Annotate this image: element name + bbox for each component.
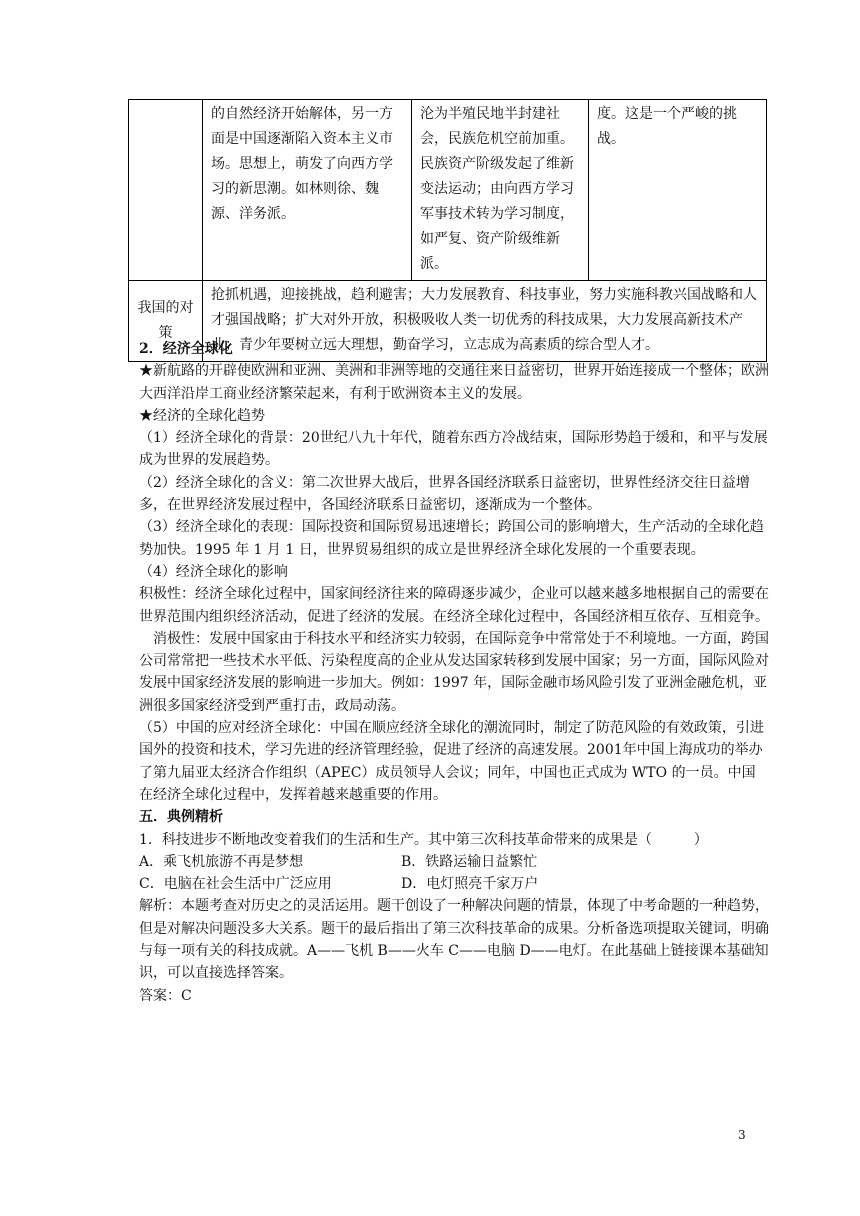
paragraph: 积极性：经济全球化过程中，国家间经济往来的障碍逐步减少，企业可以越来越多地根据自己的需要在世界范围内组织经济活动，促进了经济的发展。在经济全球化过程中，各国经济相互依存、互相竞争。 [139, 586, 769, 625]
answer: 答案：C [139, 987, 192, 1004]
options-row [139, 851, 769, 873]
option-b: B．铁路运输日益繁忙 [401, 853, 538, 870]
paragraph: （1）经济全球化的背景：20世纪八九十年代，随着东西方冷战结束，国际形势趋于缓和，和平与发展成为世界的发展趋势。 [139, 430, 768, 469]
section-heading: 2．经济全球化 [139, 341, 233, 357]
paragraph: （3）经济全球化的表现：国际投资和国际贸易迅速增长；跨国公司的影响增大，生产活动的全球化趋势加快。1995 年 1 月 1 日，世界贸易组织的成立是世界经济全球化发展的一个重要表现。 [139, 519, 764, 558]
paragraph: ★新航路的开辟使欧洲和亚洲、美洲和非洲等地的交通往来日益密切，世界开始连接成一个整体；欧洲大西洋沿岸工商业经济繁荣起来，有利于欧洲资本主义的发展。 [139, 363, 769, 402]
question: 1．科技进步不断地改变着我们的生活和生产。其中第三次科技革命带来的成果是（ ） [139, 831, 708, 848]
body-text [139, 338, 769, 1007]
page-number: 3 [738, 1128, 746, 1142]
paragraph: （2）经济全球化的含义：第二次世界大战后，世界各国经济联系日益密切，世界性经济交往日益增多，在世界经济发展过程中，各国经济联系日益密切，逐渐成为一个整体。 [139, 474, 750, 514]
option-a: A．乘飞机旅游不再是梦想 [139, 853, 304, 870]
table-cell [129, 100, 203, 281]
table-cell: 抢抓机遇，迎接挑战，趋利避害；大力发展教育、科技事业，努力实施科教兴国战略和人才强国战略；扩大对外开放，积极吸收人类一切优秀的科技成果，大力发展高新技术产业；青少年要树立远大理想，勤奋学习，立志成为高素质的综合型人才。 [203, 281, 767, 362]
table-row [129, 100, 767, 281]
options-row [139, 873, 769, 895]
option-d: D．电灯照亮千家万户 [401, 876, 539, 893]
paragraph: （5）中国的应对经济全球化：中国在顺应经济全球化的潮流同时，制定了防范风险的有效政策，引进国外的投资和技术，学习先进的经济管理经验，促进了经济的高速发展。2001年中国上海成功的举办了第九届亚太经济合作组织（APEC）成员领导人会议；同年，中国也正式成为 WTO 的一员。中国在经济全球化过程中，发挥着越来越重要的作用。 [139, 720, 764, 803]
section-heading: 五．典例精析 [139, 809, 223, 826]
paragraph: （4）经济全球化的影响 [139, 563, 288, 580]
comparison-table [128, 99, 767, 362]
table-cell: 的自然经济开始解体，另一方面是中国逐渐陷入资本主义市场。思想上，萌发了向西方学习的新思潮。如林则徐、魏源、洋务派。 [203, 100, 412, 281]
analysis: 解析：本题考查对历史之的灵活运用。题干创设了一种解决问题的情景，体现了中考命题的一种趋势，但是对解决问题没多大关系。题干的最后指出了第三次科技革命的成果。分析备选项提取关键词，明确与每一项有关的科技成就。A——飞机 B——火车 C——电脑 D——电灯。在此基础上链接课本基础知识，可以直接选择答案。 [139, 898, 769, 982]
paragraph: ★经济的全球化趋势 [139, 407, 265, 424]
paragraph: 消极性：发展中国家由于科技水平和经济实力较弱，在国际竞争中常常处于不利境地。一方面，跨国公司常常把一些技术水平低、污染程度高的企业从发达国家转移到发展中国家；另一方面，国际风险对发展中国家经济发展的影响进一步加大。例如：1997 年，国际金融市场风险引发了亚洲金融危机，亚洲很多国家经济受到严重打击，政局动荡。 [139, 630, 769, 714]
table-cell: 度。这是一个严峻的挑战。 [589, 100, 767, 281]
table-cell: 沦为半殖民地半封建社会，民族危机空前加重。民族资产阶级发起了维新变法运动；由向西方学习军事技术转为学习制度，如严复、资产阶级维新派。 [412, 100, 589, 281]
row-header: 我国的对策 [129, 281, 203, 362]
option-c: C．电脑在社会生活中广泛应用 [139, 876, 332, 893]
